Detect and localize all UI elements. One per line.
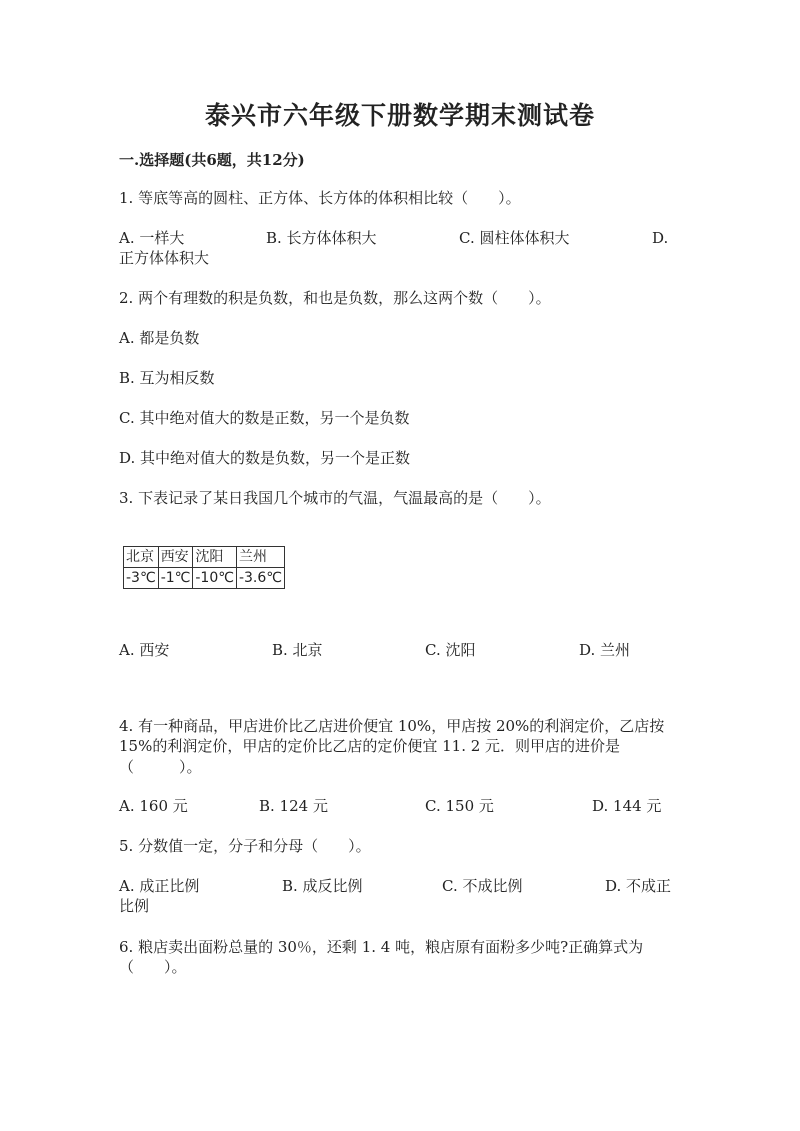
table-cell: 北京 [124, 547, 159, 568]
q4-option-b: B. 124 元 [259, 797, 328, 815]
table-cell: -3.6℃ [236, 568, 284, 589]
table-row [124, 547, 285, 568]
table-cell: 西安 [158, 547, 193, 568]
q4-stem-line-2: 15%的利润定价，甲店的定价比乙店的定价便宜 11. 2 元．则甲店的进价是 [119, 737, 621, 755]
q5-stem: 5. 分数值一定，分子和分母（ ）。 [119, 837, 371, 855]
section-heading: 一.选择题(共6题，共12分) [119, 151, 305, 169]
page-title: 泰兴市六年级下册数学期末测试卷 [204, 101, 595, 130]
q4-option-a: A. 160 元 [119, 797, 188, 815]
q6-stem-line-2: （ ）。 [119, 958, 187, 976]
table-cell: -1℃ [158, 568, 193, 589]
q1-option-d-wrap: 正方体体积大 [119, 249, 210, 267]
q4-stem-line-1: 4. 有一种商品，甲店进价比乙店进价便宜 10%，甲店按 20%的利润定价，乙店按 [119, 717, 665, 735]
table-cell: 兰州 [236, 547, 284, 568]
q1-option-c: C. 圆柱体体积大 [459, 229, 570, 247]
q2-option-d: D. 其中绝对值大的数是负数，另一个是正数 [119, 449, 411, 467]
table-cell: -3℃ [124, 568, 159, 589]
q1-option-b: B. 长方体体积大 [266, 229, 377, 247]
q3-option-c: C. 沈阳 [425, 641, 476, 659]
q3-stem: 3. 下表记录了某日我国几个城市的气温，气温最高的是（ ）。 [119, 489, 551, 507]
table-cell: -10℃ [193, 568, 237, 589]
q5-option-a: A. 成正比例 [119, 877, 200, 895]
q4-option-c: C. 150 元 [425, 797, 494, 815]
q4-option-d: D. 144 元 [592, 797, 662, 815]
q5-option-d-wrap: 比例 [119, 897, 150, 915]
q5-option-d: D. 不成正 [605, 877, 672, 895]
temperature-table [123, 546, 285, 589]
q3-option-a: A. 西安 [119, 641, 170, 659]
q2-option-a: A. 都是负数 [119, 329, 200, 347]
q6-stem-line-1: 6. 粮店卖出面粉总量的 30％，还剩 1. 4 吨，粮店原有面粉多少吨?正确算式为 [119, 938, 644, 956]
q5-option-c: C. 不成比例 [442, 877, 523, 895]
table-row [124, 568, 285, 589]
q5-option-b: B. 成反比例 [282, 877, 363, 895]
q3-option-d: D. 兰州 [579, 641, 631, 659]
q3-option-b: B. 北京 [272, 641, 323, 659]
q2-stem: 2. 两个有理数的积是负数，和也是负数，那么这两个数（ ）。 [119, 289, 551, 307]
q1-option-d: D. [652, 229, 669, 247]
q1-stem: 1. 等底等高的圆柱、正方体、长方体的体积相比较（ ）。 [119, 189, 521, 207]
q2-option-c: C. 其中绝对值大的数是正数，另一个是负数 [119, 409, 410, 427]
q1-option-a: A. 一样大 [119, 229, 185, 247]
q2-option-b: B. 互为相反数 [119, 369, 215, 387]
table-cell: 沈阳 [193, 547, 237, 568]
q4-stem-line-3: （ ）。 [119, 758, 202, 776]
